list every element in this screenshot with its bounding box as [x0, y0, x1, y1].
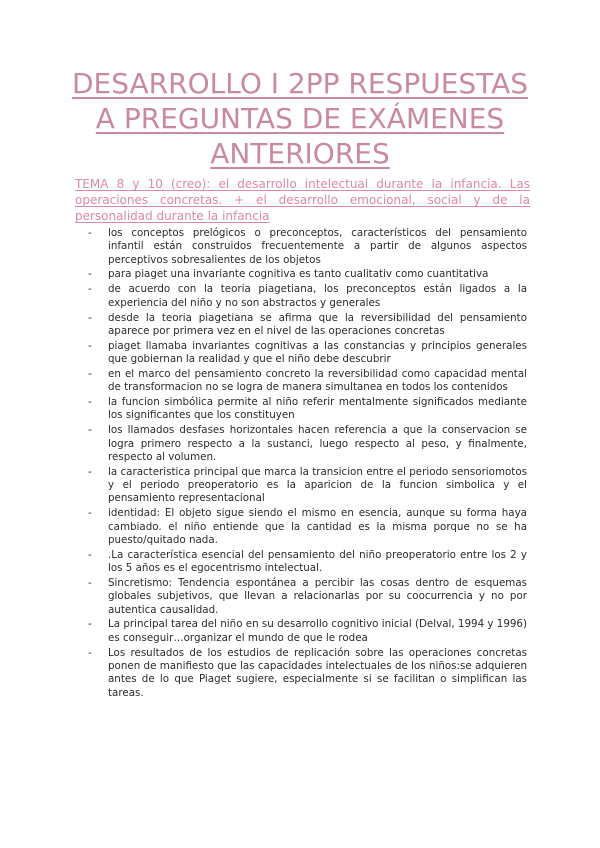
bullet-dash: - [88, 396, 92, 409]
list-item [75, 618, 527, 645]
list-item [75, 227, 527, 267]
bullet-dash: - [88, 283, 92, 296]
list-item [75, 466, 527, 506]
list-item-text: piaget llamaba invariantes cognitivas a las constancias y principios generales que gobiernan la realidad y que el niño debe descubrir [108, 339, 527, 366]
list-item [75, 340, 527, 367]
bullet-dash: - [88, 367, 92, 380]
title-line-3: ANTERIORES [210, 137, 390, 170]
list-item-text: en el marco del pensamiento concreto la reversibilidad como capacidad mental de transformacion no se logra de manera simultanea en todos los contenidos [108, 367, 527, 394]
bullet-dash: - [88, 227, 92, 239]
list-item-text: para piaget una invariante cognitiva es tanto cualitativ como cuantitativa [108, 268, 489, 281]
bullet-dash: - [88, 576, 92, 589]
list-item-text: La principal tarea del niño en su desarrollo cognitivo inicial (Delval, 1994 y 1996) es conseguir…organizar el mundo de que le rodea [108, 618, 527, 644]
list-item [75, 396, 527, 423]
list-item-text: la caracteristica principal que marca la transicion entre el periodo sensoriomotos y el periodo preoperatorio es la aparicion de la funcion simbolica y el pensamiento representacional [108, 465, 527, 505]
list-item-text: los llamados desfases horizontales hacen referencia a que la conservacion se logra primero respecto a la sustanci, luego respecto al peso, y finalmente, respecto al volumen. [108, 424, 527, 463]
bullet-dash: - [88, 424, 92, 437]
bullet-dash: - [88, 548, 92, 561]
title-line-2: A PREGUNTAS DE EXÁMENES [95, 102, 505, 135]
list-item [75, 424, 527, 464]
list-item [75, 507, 527, 547]
bullet-dash: - [88, 507, 92, 520]
list-item-text: de acuerdo con la teoria piagetiana, los preconceptos están ligados a la experiencia del niño y no son abstractos y generales [108, 283, 527, 309]
list-item [75, 268, 527, 281]
list-item-text: identidad: El objeto sigue siendo el mismo en esencia, aunque su forma haya cambiado. el niño entiende que la cantidad es la misma porque no se ha puesto/quitado nada. [108, 507, 527, 546]
bullet-dash: - [88, 311, 92, 324]
title-line-1: DESARROLLO I 2PP RESPUESTAS [71, 67, 529, 100]
list-item [75, 312, 527, 339]
list-item [75, 368, 527, 395]
bullet-dash: - [88, 646, 92, 659]
bullet-dash: - [88, 465, 92, 478]
bullet-dash: - [88, 339, 92, 352]
list-item-text: Los resultados de los estudios de replicación sobre las operaciones concretas ponen de manifiesto que las capacidades intelectuales de los niños:se adquieren antes de lo que Piaget sugiere, especialmente si se facilitan o simplifican las tareas. [108, 646, 527, 699]
list-item [75, 549, 527, 576]
list-item [75, 283, 527, 310]
bullet-dash: - [88, 618, 92, 631]
list-item-text: la funcion simbólica permite al niño referir mentalmente significados mediante los significantes que los constituyen [108, 396, 527, 422]
bullet-dash: - [88, 268, 92, 281]
list-item [75, 647, 527, 700]
list-item-text: desde la teoria piagetiana se afirma que la reversibilidad del pensamiento aparece por primera vez en el nivel de las operaciones concretas [108, 311, 527, 337]
list-item-text: .La característica esencial del pensamiento del niño preoperatorio entre los 2 y los 5 años es el egocentrismo intelectual. [108, 548, 527, 575]
answer-list [75, 227, 527, 701]
list-item-text: Sincretismo: Tendencia espontánea a percibir las cosas dentro de esquemas globales subjetivos, que llevan a relacionarlas por su coocurrencia y no por autentica causalidad. [108, 576, 527, 616]
section-heading [75, 176, 530, 224]
page-title [60, 66, 540, 171]
list-item-text: los conceptos prelógicos o preconceptos, característicos del pensamiento infantil están construidos frecuentemente a partir de algunos aspectos perceptivos sobresalientes de los objetos [108, 227, 527, 266]
list-item [75, 577, 527, 617]
section-heading-text: TEMA 8 y 10 (creo): el desarrollo intelectual durante la infancia. Las operaciones concretas. + el desarrollo emocional, social y de la personalidad durante la infancia [75, 177, 530, 223]
